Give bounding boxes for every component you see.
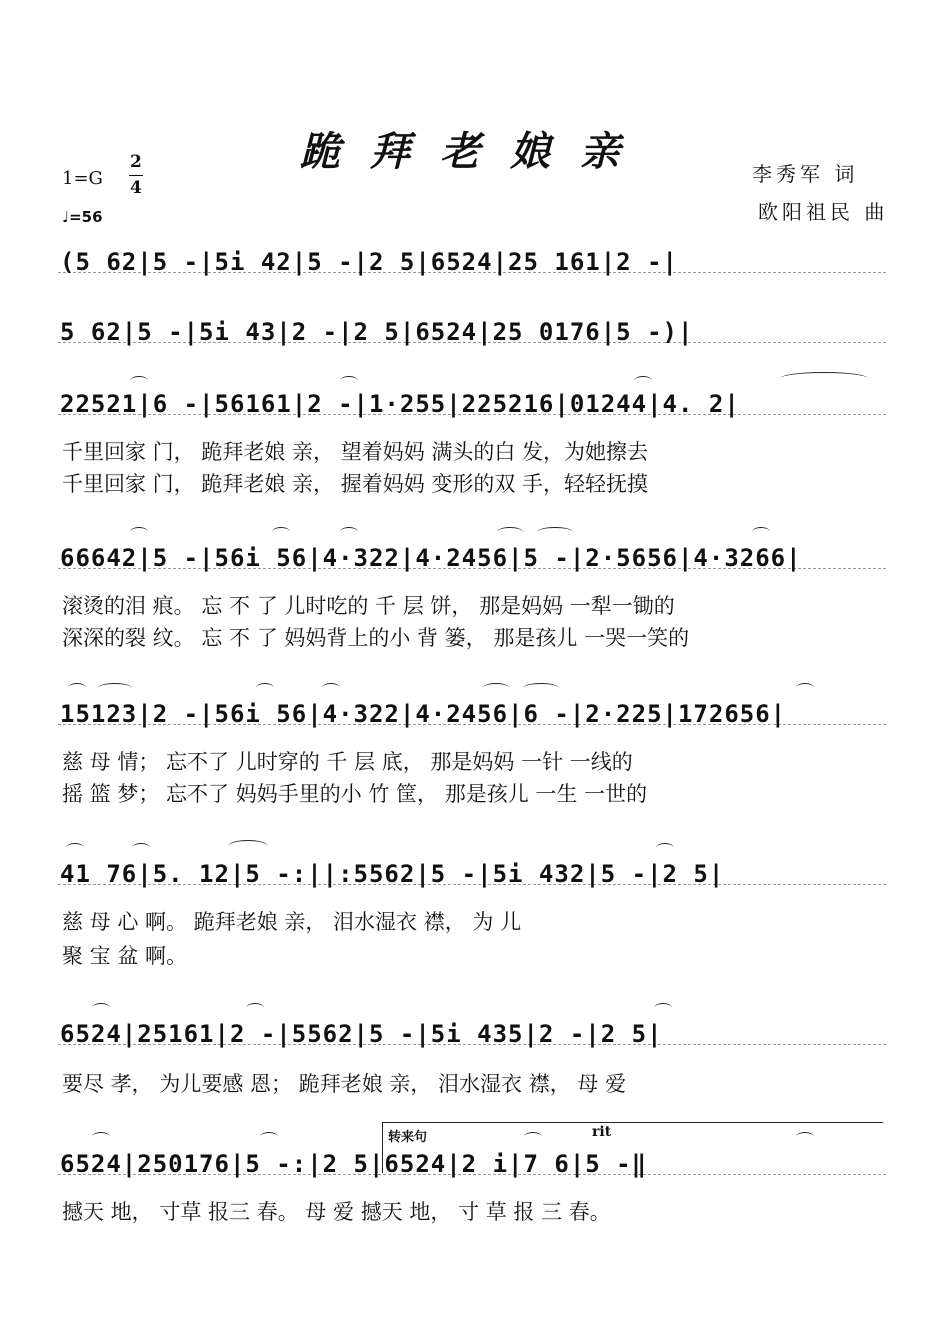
tie-arc [497,527,523,537]
fermata-arc [66,843,84,853]
notation-row-2: 5 62|5 -|5i 43|2 -|2 5|6524|25 0176|5 -)| [60,318,694,346]
song-title: 跪拜老娘亲 [300,128,650,175]
notation-row-6: 41 76|5. 12|5 -:||:5562|5 -|5i 432|5 -|2 5| [60,860,725,888]
tie-arc [780,372,868,385]
tie-arc [523,683,559,693]
lyric-row-5-verse-1: 慈 母 情； 忘不了 儿时穿的 千 层 底， 那是妈妈 一针 一线的 [62,750,633,774]
lyricist-credit: 李秀军 词 [752,162,859,186]
fermata-arc [132,843,150,853]
fermata-arc [340,376,358,386]
lyric-row-6-verse-2: 聚 宝 盆 啊。 [62,944,188,968]
lyric-row-3-verse-1: 千里回家 门， 跪拜老娘 亲， 望着妈妈 满头的白 发，为她擦去 [62,440,649,464]
lyric-row-4-verse-2: 深深的裂 纹。 忘 不 了 妈妈背上的小 背 篓， 那是孩儿 一哭一笑的 [62,626,690,650]
notation-row-5: 15123|2 -|56i 56|4·322|4·2456|6 -|2·225|172656| [60,700,787,728]
fermata-arc [68,683,86,693]
lyric-row-6-verse-1: 慈 母 心 啊。 跪拜老娘 亲， 泪水湿衣 襟， 为 儿 [62,910,522,934]
rit-marking: rit [592,1124,612,1140]
fermata-arc [340,527,358,537]
fermata-arc [130,376,148,386]
tie-arc [228,840,268,853]
key-signature: 1=G [62,168,103,189]
notation-row-3: 22521|6 -|56161|2 -|1·255|225216|01244|4. 2| [60,390,740,418]
time-signature-top: 2 [130,152,142,172]
fermata-arc [634,376,652,386]
notation-row-8: 6524|250176|5 -:|2 5|6524|2 i|7 6|5 -‖ [60,1150,648,1178]
fermata-arc [752,527,770,537]
tie-arc [537,527,573,537]
fermata-arc [92,1132,110,1142]
notation-row-4: 66642|5 -|56i 56|4·322|4·2456|5 -|2·5656|4·3266| [60,544,802,572]
fermata-arc [246,1003,264,1013]
fermata-arc [260,1132,278,1142]
time-signature-divider [129,175,143,176]
fermata-arc [130,527,148,537]
time-signature-bottom: 4 [130,178,142,198]
fermata-arc [92,1003,110,1013]
fermata-arc [272,527,290,537]
fermata-arc [796,683,814,693]
notation-row-7: 6524|25161|2 -|5562|5 -|5i 435|2 -|2 5| [60,1020,663,1048]
lyric-row-8-verse-1: 撼天 地， 寸草 报三 春。 母 爱 撼天 地， 寸 草 报 三 春。 [62,1200,611,1224]
notation-row-1: (5 62|5 -|5i 42|5 -|2 5|6524|25 161|2 -| [60,248,678,276]
lyric-row-5-verse-2: 摇 篮 梦； 忘不了 妈妈手里的小 竹 筐， 那是孩儿 一生 一世的 [62,782,648,806]
composer-credit: 欧阳祖民 曲 [758,200,889,224]
fermata-arc [656,843,674,853]
tie-arc [483,683,509,693]
tie-arc [98,683,132,693]
lyric-row-7-verse-1: 要尽 孝， 为儿要感 恩； 跪拜老娘 亲， 泪水湿衣 襟， 母 爱 [62,1072,627,1096]
fermata-arc [322,683,340,693]
fermata-arc [256,683,274,693]
lyric-row-4-verse-1: 滚烫的泪 痕。 忘 不 了 儿时吃的 千 层 饼， 那是妈妈 一犁一锄的 [62,594,675,618]
section-label: 转来句 [388,1130,428,1145]
fermata-arc [654,1003,672,1013]
lyric-row-3-verse-2: 千里回家 门， 跪拜老娘 亲， 握着妈妈 变形的双 手，轻轻抚摸 [62,472,649,496]
tempo-marking: ♩=56 [62,208,103,226]
fermata-arc [796,1132,814,1142]
fermata-arc [524,1132,542,1142]
